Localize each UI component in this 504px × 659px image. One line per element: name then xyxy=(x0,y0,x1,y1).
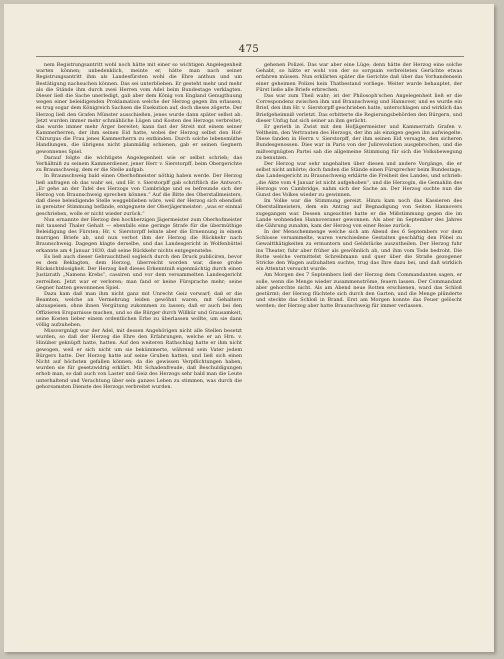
left-text-column xyxy=(36,62,242,622)
newspaper-page xyxy=(4,4,494,652)
right-paragraph: Das war zum Theil wahr; ist der Philosoph'schen Angelegenheit ließ er die Correspondenz zwischen ihm und Braunschweig und Hannover, und es wurde ein Brief, den ihm Hr. v. Sierstorpff geschrieben hatte, unterschlagen und wirklich das Briefgeheimniß verletzt. Das erbitterte die Regierungsbehörden den Bürgern, und dieser Unfug hat sich seiner an ihm gerächt. xyxy=(256,92,462,124)
page-number: 475 xyxy=(238,44,260,55)
right-paragraph: Am Morgen des 7 Septembers ließ der Herzog dem Commandanten sagen, er solle, wenn die Menge wieder zusammenströme, feuern lassen. Der Commandant aber gehorchte nicht. Als am Abend neue Rotten erschienen, ward das Schloß gestürmt; der Herzog flüchtete sich durch den Garten, und die Menge plünderte und steckte das Schloß in Brand. Erst am Morgen konnte das Feuer gelöscht werden; der Herzog aber hatte Braunschweig für immer verlassen. xyxy=(256,272,462,310)
header-rule xyxy=(36,56,464,57)
left-paragraph: Nun ernannte der Herzog den hochberzigen Jägermeister zum Oberhofmeister mit tausend Thaler Gehalt — ebenfalls eine geringe Strafe für die übermüthige Beleidigung des Fürsten; Hr. v. Sierstorpff lehnte aber die Ernennung in einem murrigen Briefe ab, und nun verbot ihm der Herzog die Rückkehr nach Braunschweig. Dagegen klagte derselbe, und das Landesgericht in Wolfenbüttel erkannte am 4 Januar 1830, daß seine Rückkehr nichts entgegenstehe. xyxy=(36,216,242,254)
right-paragraph: Er gerieth in Zwist mit den Hofjägermeister und Kammerrath Grafen v. Veltheim, den Vertrauten des Herzogs, der ihn als einzigen gegen ihn aufwiegelte. Diese fanden in Herrn v. Sierstorpff, der ihm seinen Eid versagte, den sicheren Bundesgenossen. Dies war in Paris von der Julirevolution ausgebrochen, und die mißvergnügten Partei sah die allgemeine Stimmung für sich die Volksbewegung zu benutzen. xyxy=(256,123,462,161)
right-text-column xyxy=(256,62,462,638)
right-paragraph: Der Herzog war sehr ungehalten über diesen und andere Vorgänge, die er selbst nicht anhörte; doch fanden die Stände einen Fürsprecher beim Bundestage, das Landesgericht zu Braunschweig erklärte die Freiheit des Landes, und schrieb: „die Akte vom 4 Januar ist nicht aufgehoben“, und die Herzogin, die Gemahlin des Herzogs von Cambridge, nahm sich der Sache an. Der Herzog suchte nun die Gunst des Volkes wieder zu gewinnen. xyxy=(256,161,462,198)
right-paragraph: In der Menschenmenge welche sich am Abend des 6 Septembers vor dem Schlosse versammelte, waren verschiedene Gestalten geschäftig den Pöbel zu Gewaltthätigkeiten zu ermuntern und Geldstücke auszutheilen. Der Herzog fuhr ins Theater, fuhr aber früher als gewöhnlich ab, und ihm vom Tode bedroht. Die Rotte welche vermittelst Schreibmann und quer über die Straße gezogener Stricke den Wagen aufzuhalten suchte, trug das Ihre dazu bei, und daß wirklich ein Attentat versucht wurde. xyxy=(256,229,462,273)
left-paragraph: Dazu kam daß man ihm nicht ganz mit Unrecht Geiz vorwarf; daß er die Beamten, welche an Vermehrung leiden gewöhnt waren, mit Gehaltern abzuspeisen, ohne ihnen Vergütung zukommen zu lassen; daß er auch bei den Offizieren Ersparnisse machen, und so die Bürger durch Willkür und Grausamkeit, seine Kosten lieber einem ordentlichen Erbe zu überlassen wollte, um sie dann völlig aufzuheben. xyxy=(36,290,242,328)
left-paragraph: Missvergnügt war der Adel, mit dessen Angehörigen nicht alle Stellen besetzt wurden, so daß der Herzog die Ehre den Erfahrungen, welche er an Hrn. v. Hinüber geknüpft hatte, hatten. Auf den weiteren Rathschlag hatte er ihm nicht gewogen, weil er sich nicht um sie bekümmerte, während sein Vater jedem Bürgers hatte. Der Herzog hatte auf seine Gruben hatten, und ließ sich einen Nicht auf höchsten gefallen können; da die gewissen Verpflichtungen haben, wurden sie für gesetzwidrig erklärt. Mit Schadenfreude, daß Beschuldigungen erhob man, so daß auch von Laster und Geiz des Herzogs sehr bald man die Leute unterhaltend und Verachtung über sein ganzes Leben zu stimmen, was durch die gehorsamsten Dienste des Herzogs verbreitet wurden. xyxy=(36,328,242,390)
right-paragraph: gehenen Polizei. Das war aber eine Lüge; denn hätte der Herzog eine solche Gehabt, so hätte er wohl von der so sorgsam verbreiteten Gerüchte etwas erfahren müssen. Nun erklärten später die Gerichte daß über das Vorhandensein einer geheimen Polizei kein Thatbestand vorliege. Weiter wurde behauptet, der Fürst ließe alle Briefe erbrechen. xyxy=(256,62,462,93)
left-paragraph: Darauf folgte die wichtigste Angelegenheit wie er selbst schrieb; das Verhältniß zu seinem Kammerdiener, jener Herr v. Sierstorpff, beim Obergerichte zu Braunschweig, dem er die Stelle aufgab. xyxy=(36,154,242,174)
left-paragraph: nem Registrungsantritt wohl noch hätte mit einer so wichtigen Angelegenheit warten können; unbedenklich, meinte er, hätte man nach seiner Registrungsantritt ihm als Landesfürsten wohl die Ehre anthun und um Bestätigung nachsuchen können. Das sei unterblieben. Er gesteht mehr und mehr als die Stände ihm durch zwei Herren vom Adel beim Bundestage verklagten. Dieser ließ die Sache unerledigt, gab aber dem König von England Genugthuung wegen einer beleidigenden Proklamation welche der Herzog gegen ihn erlassen; es trug sogar dem Königreich Sachsen die Exekution auf, doch dieses zögerte. Der Herzog ließ den Grafen Münster ausschießen, jenes wurde dann später selbst ab. Jetzt wurden immer mehr schmähliche Lügen und Kosten des Herzogs verbreitet; das wurde immer mehr Ärger bereitet; kann fast der Streit mit einem seiner Kammerherren, der ihm seinen Eid hatte, wobei der Herzog selbst den Hof-Chirurgus die Frau jenes Kammerherrn zu entbinden. Durch solche lebensmüthe Handlungen, die übrigens nicht planmäßig schienen, gab er seinen Gegnern gewonnenes Spiel. xyxy=(36,62,242,155)
left-paragraph: Es ließ auch dieser Gebrauchtheil sogleich durch den Druck publiciren, bevor es dem Beklagten, dem Herzog, überreicht worden war, diese grobe Rücksichtslosigkeit. Der Herzog ließ dieses Erkenntniß eigenmächtig durch einen Justizrath „Namens Krebs“, cassiren und vor dem versammelten Landesgericht zerreißen. Jetzt war er verloren; man fand er keine Fürsprache mehr; seine Gegner hatten gewonnenes Spiel. xyxy=(36,253,242,291)
left-paragraph: In Braunschweig bald einen Oberhofmeister nöthig haben werde. Der Herzog ließ anfragen ob das wahr sei, und Hr. v. Sierstorpff gab schriftlich die Antwort: „Er gehe an der Tafel des Herzogs von Cambridge und es befreunde sich der Herzog von Braunschweig sprechen können.“ Auf die Bitte des Oberstallmeisters, daß diese beleidigende Stelle weggeblieben wäre, weil der Herzog sich ebendieß in gereizter Stimmung befände, entgegnete der Oberjägermeister: „was er einmal geschrieben, wolle er nicht wieder zurück.“ xyxy=(36,173,242,217)
right-paragraph: Im Volke war die Stimmung gereizt. Hinzu kam noch das Kassieren des Oberstallmeisters, dem ein Antrag auf Begnadigung von Seiten Hannovers zugegangen war. Dessen ungeachtet hatte er die Mißstimmung gegen die im Lande wohnenden Hannoveraner gewonnen. Als aber im September des Jahres die Gährung zunahm, kam der Herzog von einer Reise zurück. xyxy=(256,198,462,229)
